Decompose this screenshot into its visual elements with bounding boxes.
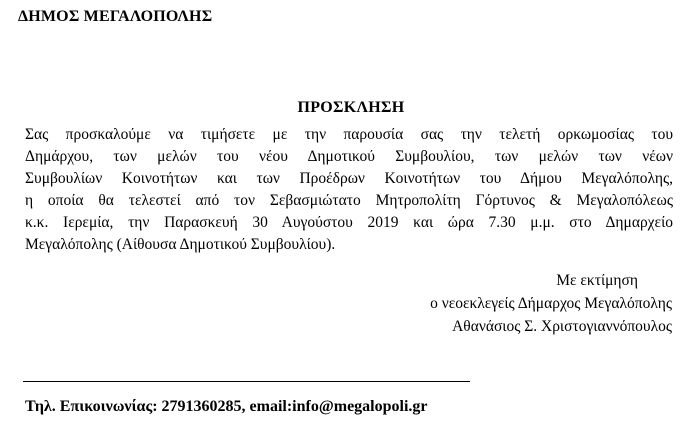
- body-line: Σας προσκαλούμε να τιμήσετε με την παρουσία σας την τελετή ορκωμοσίας του: [25, 126, 673, 143]
- signature-role: ο νεοεκλεγείς Δήμαρχος Μεγαλόπολης: [430, 295, 672, 312]
- body-line: Συμβουλίων Κοινοτήτων και των Προέδρων Κοινοτήτων του Δήμου Μεγαλόπολης,: [25, 170, 673, 187]
- municipality-header: ΔΗΜΟΣ ΜΕΓΑΛΟΠΟΛΗΣ: [18, 8, 213, 25]
- signature-closing: Με εκτίμηση: [556, 272, 638, 289]
- body-line: Μεγαλόπολης (Αίθουσα Δημοτικού Συμβουλίου).: [25, 236, 336, 253]
- signature-block: [430, 269, 672, 338]
- body-line: κ.κ. Ιερεμία, την Παρασκευή 30 Αυγούστου 2019 και ώρα 7.30 μ.μ. στο Δημαρχείο: [25, 214, 673, 231]
- body-line: Δημάρχου, των μελών του νέου Δημοτικού Συμβουλίου, των μελών των νέων: [25, 148, 673, 165]
- contact-footer: Τηλ. Επικοινωνίας: 2791360285, email:info@megalopoli.gr: [25, 398, 428, 415]
- document-heading: ΠΡΟΣΚΛΗΣΗ: [297, 99, 405, 116]
- invitation-body: [25, 124, 673, 256]
- body-line: η οποία θα τελεστεί από τον Σεβασμιώτατο Μητροπολίτη Γόρτυνος & Μεγαλοπόλεως: [25, 192, 673, 209]
- signature-name: Αθανάσιος Σ. Χριστογιαννόπουλος: [452, 318, 672, 335]
- footer-divider: [23, 381, 470, 382]
